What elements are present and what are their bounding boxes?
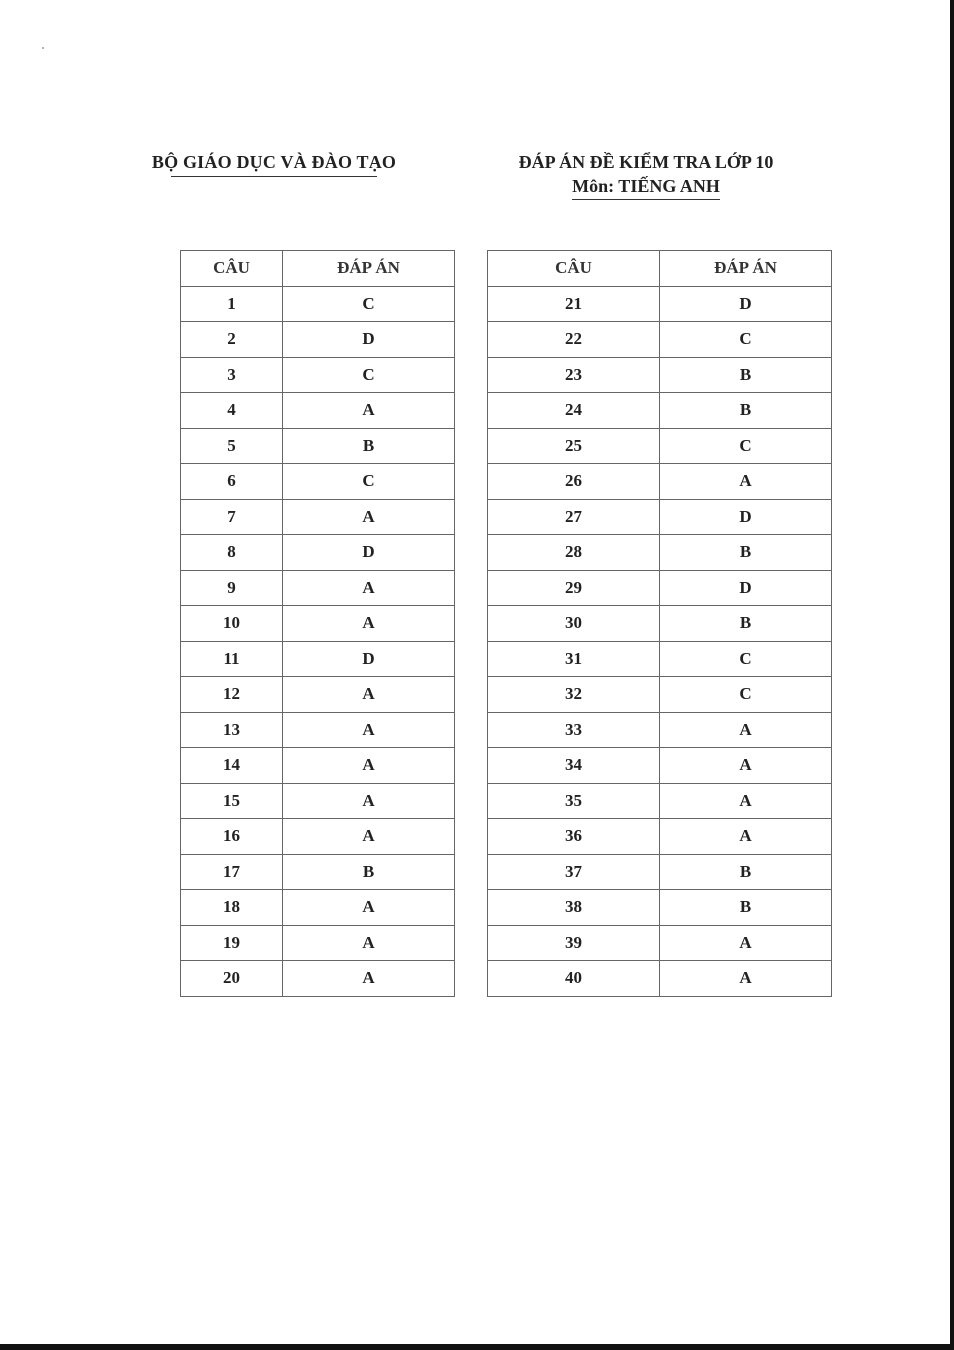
question-number: 18 [181, 890, 283, 926]
question-number: 17 [181, 854, 283, 890]
answer-letter: A [283, 677, 455, 713]
table-row [181, 641, 455, 677]
answer-table-left [180, 250, 455, 997]
question-number: 11 [181, 641, 283, 677]
question-number: 6 [181, 464, 283, 500]
table-header-row [181, 251, 455, 287]
table-row [488, 890, 832, 926]
table-row [181, 606, 455, 642]
document-title: ĐÁP ÁN ĐỀ KIỂM TRA LỚP 10 [518, 152, 774, 172]
answer-letter: C [660, 677, 832, 713]
question-number: 7 [181, 499, 283, 535]
answer-letter: A [660, 961, 832, 997]
question-number: 3 [181, 357, 283, 393]
answer-letter: D [660, 286, 832, 322]
answer-letter: D [660, 570, 832, 606]
question-number: 23 [488, 357, 660, 393]
table-row [488, 322, 832, 358]
table-row [488, 748, 832, 784]
scan-right-edge [950, 0, 954, 1350]
question-number: 8 [181, 535, 283, 571]
question-number: 5 [181, 428, 283, 464]
answer-letter: A [283, 712, 455, 748]
answer-letter: D [283, 535, 455, 571]
answer-letter: C [660, 428, 832, 464]
question-number: 9 [181, 570, 283, 606]
answer-rows-left [181, 286, 455, 996]
question-number: 21 [488, 286, 660, 322]
question-number: 28 [488, 535, 660, 571]
question-number: 12 [181, 677, 283, 713]
answer-rows-right [488, 286, 832, 996]
table-row [181, 712, 455, 748]
table-row [488, 854, 832, 890]
column-header-answer: ĐÁP ÁN [660, 251, 832, 287]
table-row [488, 925, 832, 961]
answer-letter: A [283, 925, 455, 961]
answer-letter: A [283, 606, 455, 642]
answer-letter: B [283, 854, 455, 890]
table-row [181, 499, 455, 535]
answer-letter: D [660, 499, 832, 535]
question-number: 38 [488, 890, 660, 926]
table-row [488, 357, 832, 393]
table-row [488, 428, 832, 464]
table-row [488, 677, 832, 713]
column-header-answer: ĐÁP ÁN [283, 251, 455, 287]
table-row [488, 499, 832, 535]
question-number: 30 [488, 606, 660, 642]
question-number: 14 [181, 748, 283, 784]
question-number: 31 [488, 641, 660, 677]
table-row [488, 606, 832, 642]
question-number: 20 [181, 961, 283, 997]
question-number: 15 [181, 783, 283, 819]
answer-letter: C [660, 322, 832, 358]
question-number: 37 [488, 854, 660, 890]
answer-table-right [487, 250, 832, 997]
answer-letter: B [660, 393, 832, 429]
answer-letter: A [283, 961, 455, 997]
answer-letter: D [283, 641, 455, 677]
table-row [181, 322, 455, 358]
document-header [494, 152, 798, 200]
document-subject: Môn: TIẾNG ANH [572, 176, 720, 200]
answer-letter: B [660, 854, 832, 890]
table-row [181, 535, 455, 571]
answer-letter: C [660, 641, 832, 677]
column-header-question: CÂU [181, 251, 283, 287]
table-row [488, 535, 832, 571]
table-row [488, 641, 832, 677]
answer-letter: C [283, 464, 455, 500]
table-row [488, 961, 832, 997]
question-number: 32 [488, 677, 660, 713]
ministry-underline [171, 176, 377, 177]
question-number: 22 [488, 322, 660, 358]
question-number: 1 [181, 286, 283, 322]
question-number: 40 [488, 961, 660, 997]
answer-letter: A [283, 783, 455, 819]
table-row [181, 890, 455, 926]
table-row [181, 819, 455, 855]
answer-letter: B [660, 606, 832, 642]
ministry-name: BỘ GIÁO DỤC VÀ ĐÀO TẠO [151, 152, 397, 172]
scan-bottom-edge [0, 1344, 954, 1350]
question-number: 29 [488, 570, 660, 606]
table-row [181, 464, 455, 500]
table-row [181, 783, 455, 819]
question-number: 34 [488, 748, 660, 784]
table-row [181, 357, 455, 393]
question-number: 16 [181, 819, 283, 855]
answer-letter: A [660, 819, 832, 855]
question-number: 13 [181, 712, 283, 748]
answer-letter: A [660, 783, 832, 819]
question-number: 2 [181, 322, 283, 358]
answer-letter: A [283, 748, 455, 784]
answer-letter: A [660, 925, 832, 961]
answer-letter: A [660, 748, 832, 784]
answer-letter: B [283, 428, 455, 464]
table-row [488, 393, 832, 429]
question-number: 24 [488, 393, 660, 429]
answer-letter: A [283, 570, 455, 606]
answer-letter: A [283, 890, 455, 926]
table-row [488, 819, 832, 855]
table-row [181, 854, 455, 890]
question-number: 26 [488, 464, 660, 500]
question-number: 35 [488, 783, 660, 819]
table-row [181, 925, 455, 961]
ministry-header [136, 152, 412, 177]
table-row [181, 677, 455, 713]
table-row [488, 286, 832, 322]
answer-letter: D [283, 322, 455, 358]
question-number: 33 [488, 712, 660, 748]
scan-speck [42, 47, 44, 49]
table-row [181, 570, 455, 606]
table-row [488, 464, 832, 500]
table-row [488, 712, 832, 748]
answer-letter: B [660, 535, 832, 571]
answer-letter: C [283, 286, 455, 322]
table-header-row [488, 251, 832, 287]
answer-letter: A [660, 464, 832, 500]
question-number: 4 [181, 393, 283, 429]
table-row [181, 286, 455, 322]
question-number: 36 [488, 819, 660, 855]
table-row [181, 961, 455, 997]
question-number: 25 [488, 428, 660, 464]
table-row [488, 570, 832, 606]
answer-letter: B [660, 890, 832, 926]
column-header-question: CÂU [488, 251, 660, 287]
table-row [181, 748, 455, 784]
answer-letter: B [660, 357, 832, 393]
table-row [181, 428, 455, 464]
question-number: 19 [181, 925, 283, 961]
table-row [488, 783, 832, 819]
answer-letter: A [660, 712, 832, 748]
answer-letter: A [283, 819, 455, 855]
question-number: 39 [488, 925, 660, 961]
answer-letter: A [283, 393, 455, 429]
answer-letter: A [283, 499, 455, 535]
question-number: 27 [488, 499, 660, 535]
table-row [181, 393, 455, 429]
answer-letter: C [283, 357, 455, 393]
question-number: 10 [181, 606, 283, 642]
